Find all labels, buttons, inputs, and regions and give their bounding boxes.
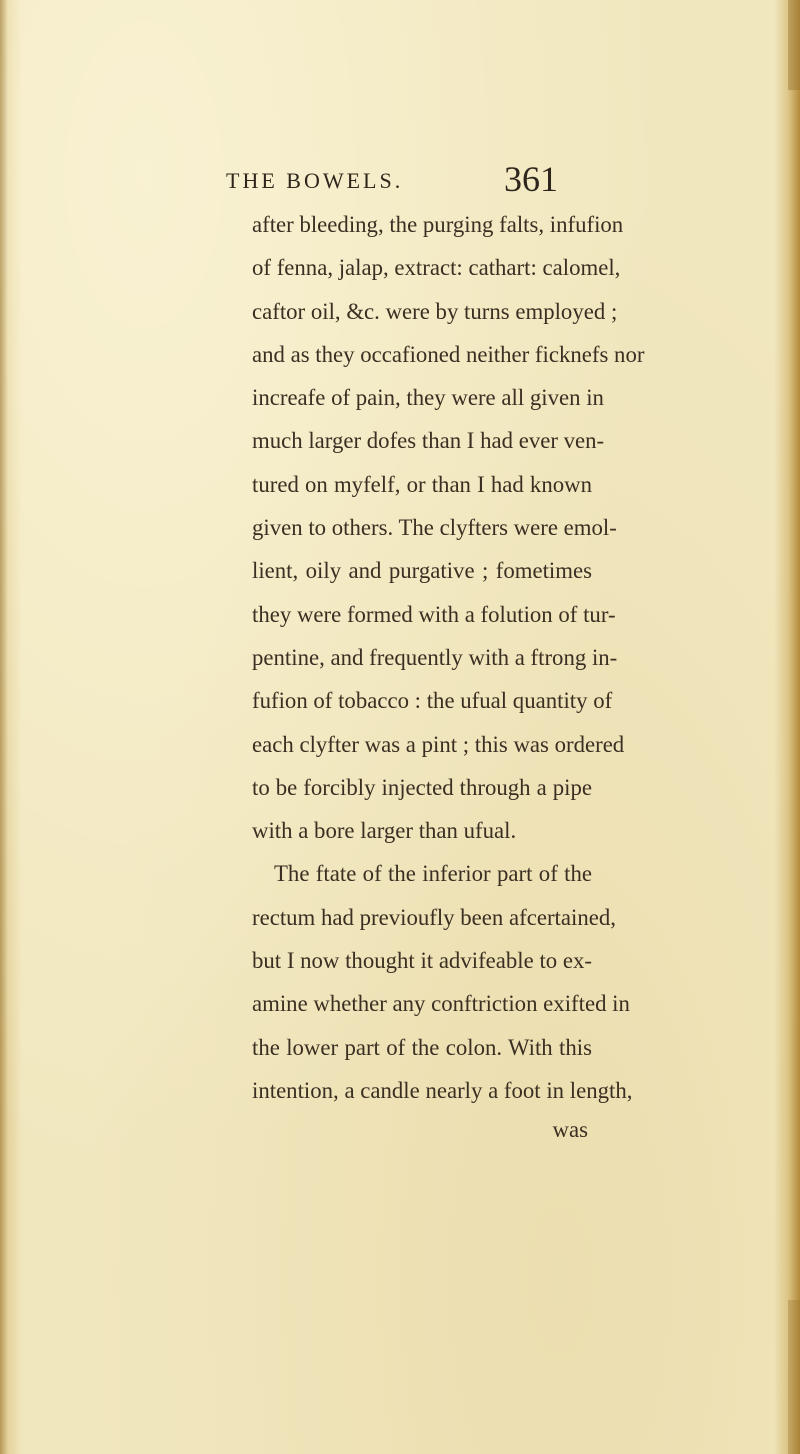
- text-line: pentine, and frequently with a ftrong in-: [252, 644, 618, 670]
- text-line: lient, oily and purgative ; fometimes: [252, 558, 592, 584]
- text-line: each clyfter was a pint ; this was ordered: [252, 731, 625, 757]
- running-head-title: THE BOWELS.: [226, 168, 404, 193]
- text-line: given to others. The clyfters were emol-: [252, 515, 617, 541]
- text-line: The ftate of the inferior part of the: [274, 861, 592, 887]
- catchword: was: [552, 1117, 588, 1142]
- page-edge-shading: [774, 0, 800, 1454]
- text-line: and as they occafioned neither ficknefs nor: [252, 341, 645, 367]
- edge-stain-bottom: [788, 1300, 800, 1454]
- left-gutter-shadow: [0, 0, 8, 1454]
- body-text: [252, 203, 645, 1112]
- text-line: rectum had previoufly been afcertained,: [252, 904, 616, 930]
- text-line: they were formed with a folution of tur-: [252, 601, 616, 627]
- text-line: but I now thought it advifeable to ex-: [252, 948, 592, 974]
- text-line: amine whether any conftriction exifted in: [252, 991, 630, 1017]
- text-line: to be forcibly injected through a pipe: [252, 774, 592, 800]
- text-line: of fenna, jalap, extract: cathart: calomel,: [252, 255, 621, 281]
- text-line: tured on myfelf, or than I had known: [252, 471, 592, 497]
- text-line: fufion of tobacco : the ufual quantity of: [252, 688, 613, 714]
- edge-stain-top: [788, 0, 800, 90]
- text-line: caftor oil, &c. were by turns employed ;: [252, 298, 618, 324]
- text-line: after bleeding, the purging falts, infufion: [252, 212, 624, 237]
- text-line: much larger dofes than I had ever ven-: [252, 428, 605, 454]
- text-line: intention, a candle nearly a foot in length,: [252, 1077, 633, 1103]
- text-line: the lower part of the colon. With this: [252, 1034, 592, 1060]
- page-number: 361: [504, 159, 558, 199]
- text-line: with a bore larger than ufual.: [252, 818, 517, 844]
- text-line: increafe of pain, they were all given in: [252, 385, 604, 411]
